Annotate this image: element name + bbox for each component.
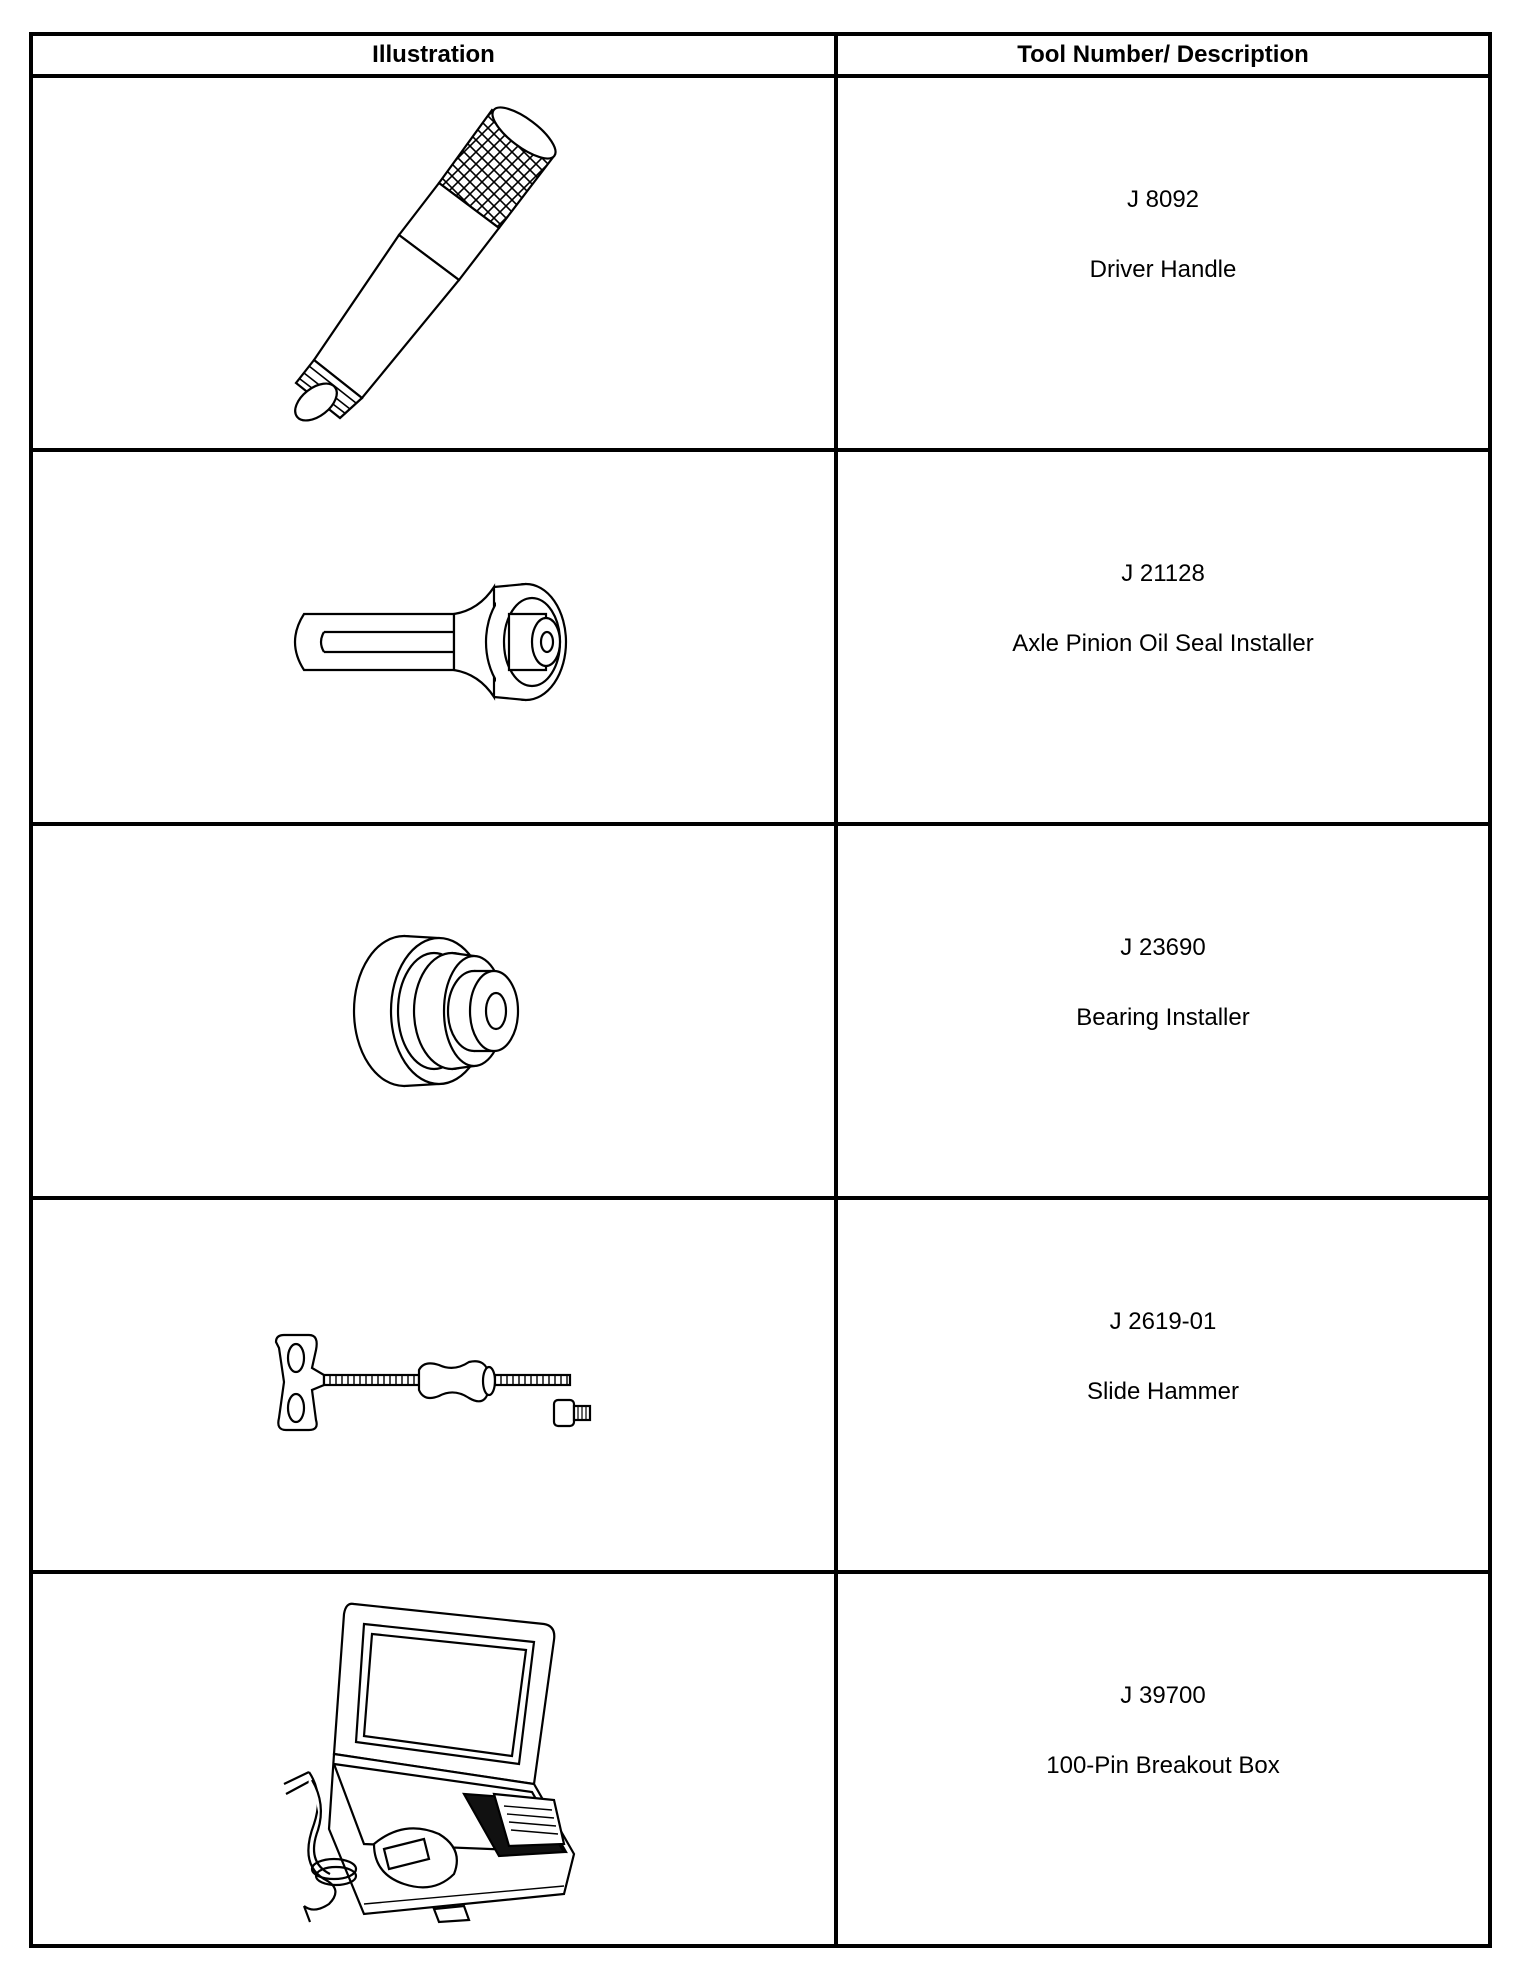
table-row (31, 824, 1490, 1198)
breakout-box-icon (264, 1594, 604, 1924)
illustration-cell (31, 1572, 836, 1946)
tools-table (29, 32, 1492, 1948)
slide-hammer-icon (264, 1330, 604, 1440)
illustration-cell (31, 824, 836, 1198)
tool-number: J 2619-01 (1109, 1308, 1217, 1335)
tool-description-cell (836, 1198, 1490, 1572)
tool-number: J 39700 (1120, 1682, 1206, 1709)
header-illustration: Illustration (31, 34, 836, 76)
illustration-cell (31, 1198, 836, 1572)
tool-number: J 8092 (1126, 186, 1200, 213)
header-row (31, 34, 1490, 76)
tool-number: J 21128 (1121, 560, 1205, 587)
tool-description: Slide Hammer (1086, 1378, 1240, 1405)
tool-number: J 23690 (1120, 934, 1206, 961)
tool-description: 100-Pin Breakout Box (1046, 1752, 1280, 1779)
table-row (31, 450, 1490, 824)
table-row (31, 1572, 1490, 1946)
table-row (31, 76, 1490, 450)
bearing-installer-icon (324, 926, 544, 1096)
table-row (31, 1198, 1490, 1572)
seal-installer-icon (264, 562, 604, 712)
tool-description: Driver Handle (1089, 256, 1237, 283)
tool-description-cell (836, 76, 1490, 450)
tool-description-cell (836, 450, 1490, 824)
tool-description: Axle Pinion Oil Seal Installer (1012, 630, 1314, 657)
illustration-cell (31, 76, 836, 450)
driver-handle-icon (254, 98, 614, 428)
tool-description: Bearing Installer (1076, 1004, 1250, 1031)
header-tool-number-description: Tool Number/ Description (836, 34, 1490, 76)
tool-description-cell (836, 824, 1490, 1198)
tool-description-cell (836, 1572, 1490, 1946)
illustration-cell (31, 450, 836, 824)
